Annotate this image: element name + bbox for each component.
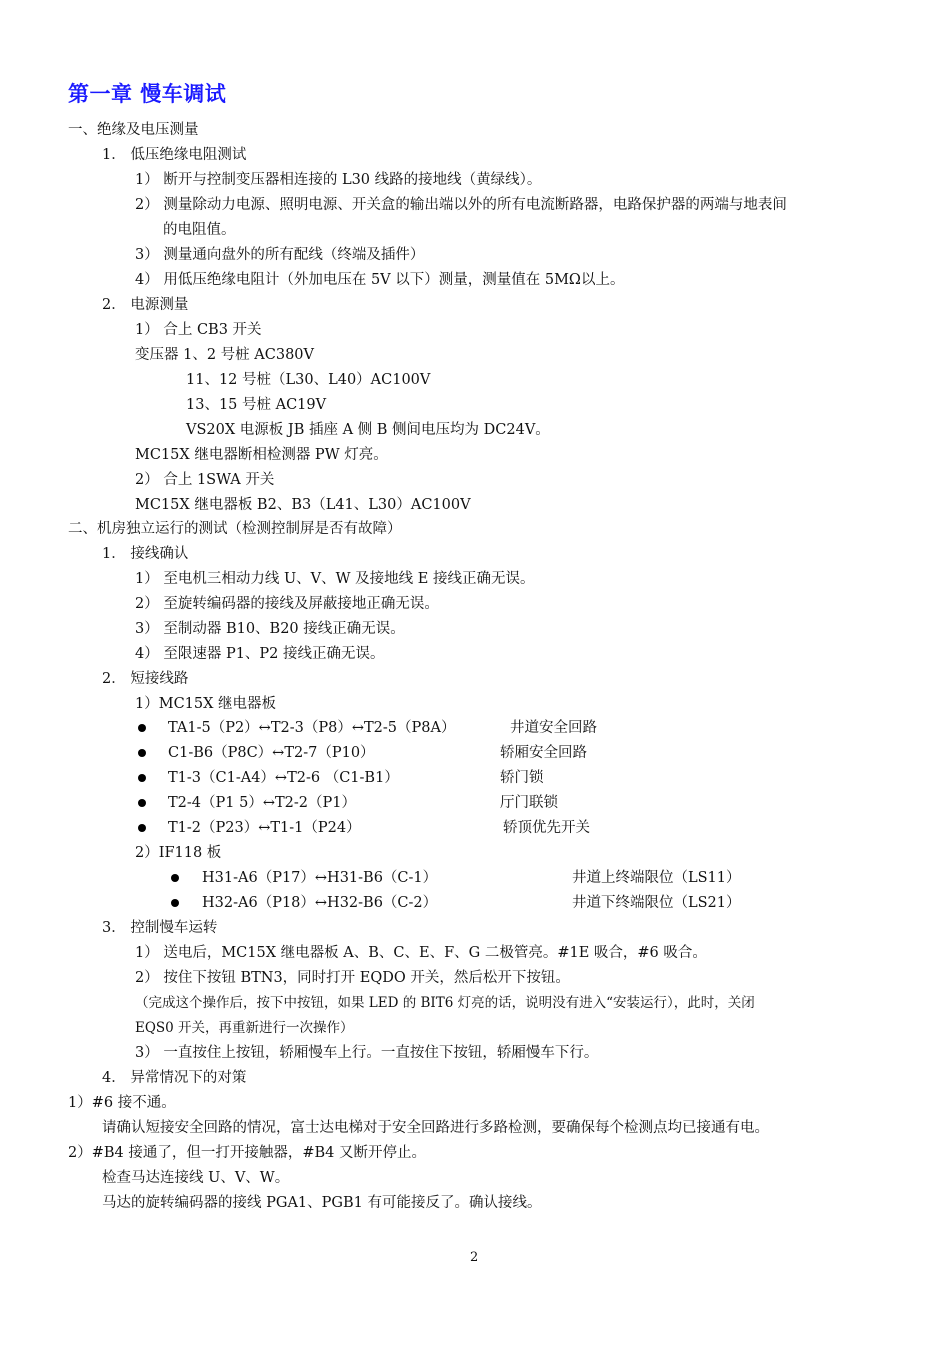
- bullet-icon: [138, 749, 146, 757]
- wiring-jumper: C1-B6（P8C）↔T2-7（P10）: [168, 745, 375, 761]
- bullet-icon: [138, 774, 146, 782]
- wiring-purpose: 厅门联锁: [500, 795, 558, 811]
- wiring-jumper: T1-3（C1-A4）↔T2-6 （C1-B1）: [168, 770, 399, 786]
- wiring-purpose: 井道下终端限位（LS21）: [572, 895, 741, 911]
- list-item-continuation: 的电阻值。: [163, 222, 236, 238]
- list-item: 1） 断开与控制变压器相连接的 L30 线路的接地线（黄绿线）。: [135, 172, 542, 188]
- note-line: EQS0 开关，再重新进行一次操作）: [135, 1020, 354, 1036]
- wiring-purpose: 井道上终端限位（LS11）: [572, 870, 741, 886]
- chapter-title: 第一章 慢车调试: [68, 82, 227, 106]
- section-heading-insulation: 一、绝缘及电压测量: [68, 122, 199, 138]
- list-item: 1） 合上 CB3 开关: [135, 322, 262, 338]
- solution-line: 请确认短接安全回路的情况，富士达电梯对于安全回路进行多路检测，要确保每个检测点均已接通有电。: [102, 1120, 769, 1136]
- wiring-jumper: H32-A6（P18）↔H32-B6（C-2）: [202, 895, 438, 911]
- section-heading-machine-room-test: 二、机房独立运行的测试（检测控制屏是否有故障）: [68, 521, 402, 537]
- bullet-icon: [138, 799, 146, 807]
- problem-line: 1）#6 接不通。: [68, 1095, 176, 1111]
- text-line: MC15X 继电器板 B2、B3（L41、L30）AC100V: [135, 497, 471, 513]
- bullet-icon: [138, 724, 146, 732]
- board-label-if118: 2）IF118 板: [135, 845, 222, 861]
- note-line: （完成这个操作后，按下中按钮，如果 LED 的 BIT6 灯亮的话，说明没有进入“安装运行），此时，关闭: [135, 995, 755, 1011]
- list-item: 3） 测量通向盘外的所有配线（终端及插件）: [135, 247, 425, 263]
- list-item: 2） 至旋转编码器的接线及屏蔽接地正确无误。: [135, 596, 439, 612]
- problem-line: 2）#B4 接通了，但一打开接触器，#B4 又断开停止。: [68, 1145, 427, 1161]
- list-item: 2） 按住下按钮 BTN3，同时打开 EQDO 开关，然后松开下按钮。: [135, 970, 570, 986]
- board-label-mc15x: 1）MC15X 继电器板: [135, 696, 277, 712]
- wiring-purpose: 井道安全回路: [510, 720, 597, 736]
- subsection-heading-power-measure: 2． 电源测量: [102, 297, 189, 313]
- wiring-purpose: 轿厢安全回路: [500, 745, 587, 761]
- subsection-heading-wiring-check: 1． 接线确认: [102, 546, 189, 562]
- wiring-jumper: TA1-5（P2）↔T2-3（P8）↔T2-5（P8A）: [168, 720, 456, 736]
- wiring-jumper: T2-4（P1 5）↔T2-2（P1）: [168, 795, 356, 811]
- solution-line: 马达的旋转编码器的接线 PGA1、PGB1 有可能接反了。确认接线。: [102, 1195, 542, 1211]
- wiring-jumper: T1-2（P23）↔T1-1（P24）: [168, 820, 361, 836]
- bullet-icon: [171, 899, 179, 907]
- wiring-jumper: H31-A6（P17）↔H31-B6（C-1）: [202, 870, 438, 886]
- page-number: 2: [470, 1250, 479, 1265]
- list-item: 1） 送电后，MC15X 继电器板 A、B、C、E、F、G 二极管亮。#1E 吸合，#6 吸合。: [135, 945, 707, 961]
- list-item: 4） 至限速器 P1、P2 接线正确无误。: [135, 646, 385, 662]
- list-item: 2） 测量除动力电源、照明电源、开关盒的输出端以外的所有电流断路器，电路保护器的两端与地表间: [135, 197, 787, 213]
- solution-line: 检查马达连接线 U、V、W。: [102, 1170, 290, 1186]
- text-line: 11、12 号桩（L30、L40）AC100V: [186, 372, 431, 388]
- subsection-heading-slow-run: 3． 控制慢车运转: [102, 920, 218, 936]
- text-line: VS20X 电源板 JB 插座 A 侧 B 侧间电压均为 DC24V。: [186, 422, 550, 438]
- text-line: 变压器 1、2 号桩 AC380V: [135, 347, 314, 363]
- subsection-heading-insulation-test: 1． 低压绝缘电阻测试: [102, 147, 247, 163]
- list-item: 4） 用低压绝缘电阻计（外加电压在 5V 以下）测量，测量值在 5MΩ以上。: [135, 272, 625, 288]
- list-item: 3） 一直按住上按钮，轿厢慢车上行。一直按住下按钮，轿厢慢车下行。: [135, 1045, 599, 1061]
- list-item: 2） 合上 1SWA 开关: [135, 472, 275, 488]
- text-line: 13、15 号桩 AC19V: [186, 397, 327, 413]
- list-item: 3） 至制动器 B10、B20 接线正确无误。: [135, 621, 405, 637]
- text-line: MC15X 继电器断相检测器 PW 灯亮。: [135, 447, 388, 463]
- subsection-heading-troubleshooting: 4． 异常情况下的对策: [102, 1070, 247, 1086]
- subsection-heading-short-circuit: 2． 短接线路: [102, 671, 189, 687]
- wiring-purpose: 轿顶优先开关: [503, 820, 590, 836]
- wiring-purpose: 轿门锁: [500, 770, 544, 786]
- bullet-icon: [171, 874, 179, 882]
- list-item: 1） 至电机三相动力线 U、V、W 及接地线 E 接线正确无误。: [135, 571, 535, 587]
- bullet-icon: [138, 824, 146, 832]
